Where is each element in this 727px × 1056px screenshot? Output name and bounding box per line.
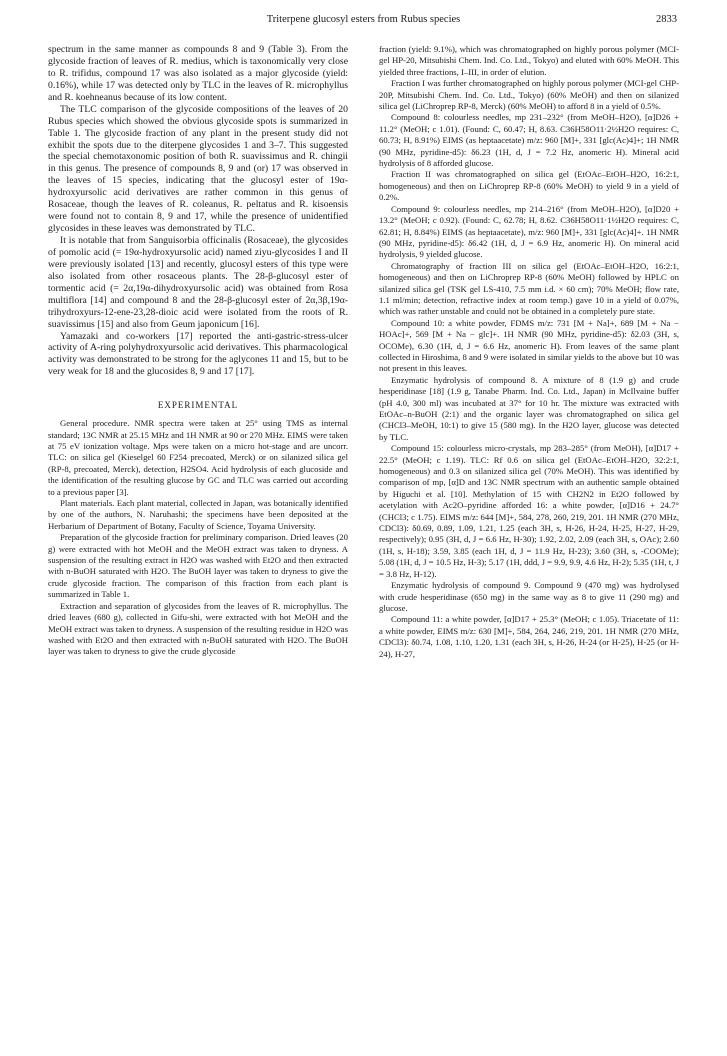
paragraph: Compound 9: colourless needles, mp 214–216° (from MeOH–H2O), [α]D20 + 13.2° (MeOH; c 0.92). (Found: C, 62.78; H, 8.62. C36H58O11·1½H2O requires: C, 62.81; H, 8.84%) EIMS (as heptaacetate), m/z: 960 [M]+, 331 [glc(Ac)4]+. 1H NMR (90 MHz, pyridine-d5): δ6.42 (1H, d, J = 6.9 Hz, anomeric H). On mineral acid hydrolysis, 9 yielded glucose. bbox=[379, 203, 679, 260]
paragraph: spectrum in the same manner as compounds 8 and 9 (Table 3). From the glycoside fraction of leaves of R. medius, which is taxonomically very close to R. trifidus, compound 17 was also isolated as a major glycoside (yield: 0.16%), while 17 was detected only by TLC in the leaves of R. microphyllus and R. koehneanus because of its low content. bbox=[48, 44, 348, 103]
paragraph: Compound 11: a white powder, [α]D17 + 25.3° (MeOH; c 1.05). Triacetate of 11: a white powder, EIMS m/z: 630 [M]+, 584, 264, 246, 219, 201. 1H NMR (270 MHz, CDCl3): δ0.74, 1.08, 1.10, 1.20, 1.31 (each 3H, s, H-26, H-24 (or H-25), H-25 (or H-24), H-27, bbox=[379, 614, 679, 659]
paragraph: Fraction II was chromatographed on silica gel (EtOAc–EtOH–H2O, 16:2:1, homogeneous) and then on LiChroprep RP-8 (60% MeOH) to yield 9 in a yield of 0.2%. bbox=[379, 169, 679, 203]
paragraph: Enzymatic hydrolysis of compound 8. A mixture of 8 (1.9 g) and crude hesperidinase [18] (1.9 g, Tanabe Pharm. Ind. Co. Ltd., Japan) in McIlvaine buffer (pH 4.0, 300 ml) was incubated at 37° for 10 hr. The mixture was extracted with EtOAc–n-BuOH (2:1) and the organic layer was chromatographed on silica gel (CHCl3–MeOH, 10:1) to give 15 (580 mg). In the H2O layer, glucose was detected by TLC. bbox=[379, 374, 679, 442]
right-column bbox=[379, 44, 679, 660]
paragraph: Plant materials. Each plant material, collected in Japan, was botanically identified by one of the authors, N. Naruhashi; the specimens have been deposited at the Herbarium of Department of Botany, Faculty of Science, Toyama University. bbox=[48, 498, 348, 531]
left-column bbox=[48, 44, 348, 658]
page-header bbox=[50, 14, 677, 34]
paragraph: Enzymatic hydrolysis of compound 9. Compound 9 (470 mg) was hydrolysed with crude hesperidinase (650 mg) in the same way as 8 to give 11 (290 mg) and glucose. bbox=[379, 580, 679, 613]
paragraph: General procedure. NMR spectra were taken at 25° using TMS as internal standard; 13C NMR at 25.15 MHz and 1H NMR at 90 or 270 MHz. EIMS were taken at 75 eV ionization voltage. Mps were taken on a micro hot-stage and are uncorr. TLC: on silica gel (Kieselgel 60 F254 precoated, Merck) or on silanized silica gel (RP-8, precoated, Merck), detection, H2SO4. Acid hydrolysis of each glucoside and the identification of the resulting glucose by GC and TLC was carried out according to a previous paper [3]. bbox=[48, 418, 348, 497]
paragraph: Compound 15: colourless micro-crystals, mp 283–285° (from MeOH), [α]D17 + 22.5° (MeOH; c 1.19). TLC: Rf 0.6 on silica gel (EtOAc–EtOH–H2O, 32:2:1, homogeneous) and 0.3 on silanized silica gel (70% MeOH). This was identified by comparison of mp, [α]D and 13C NMR spectrum with an authentic sample obtained by Higuchi et al. [10]. Methylation of 15 with CH2N2 in Et2O followed by acetylation with Ac2O–pyridine afforded 16: a white powder, [α]D16 + 24.7° (CHCl3; c 1.75). EIMS m/z: 644 [M]+, 584, 278, 260, 219, 201. 1H NMR (270 MHz, CDCl3): δ0.69, 0.89, 1.09, 1.21, 1.25 (each 3H, s, H-26, H-24, H-25, H-27, H-29, respectively); 0.95 (3H, d, J = 6.6 Hz, H-30); 1.92, 2.02, 2.09 (each 3H, s, OAc); 2.60 (1H, s, H-18); 3.59, 3.85 (each 1H, d, J = 11.9 Hz, H-23); 3.60 (3H, s, -COOMe); 5.08 (1H, d, J = 10.5 Hz, H-3); 5.17 (1H, ddd, J = 9.9, 9.9, 4.6 Hz, H-2); 5.35 (1H, t, J = 3.8 Hz, H-12). bbox=[379, 443, 679, 579]
running-title: Triterpene glucosyl esters from Rubus species bbox=[266, 14, 461, 25]
paragraph: Compound 8: colourless needles, mp 231–232° (from MeOH–H2O), [α]D26 + 11.2° (MeOH; c 1.01). (Found: C, 60.47; H, 8.63. C36H58O11·2½H2O requires: C, 60.73; H, 8.91%) EIMS (as heptaacetate) m/z: 960 [M]+, 331 [glc(Ac)4]+; 1H NMR (90 MHz, pyridine-d5): δ6.23 (1H, d, J = 7.2 Hz, anomeric H). Mineral acid hydrolysis of 8 afforded glucose. bbox=[379, 112, 679, 169]
paragraph: Preparation of the glycoside fraction for preliminary comparison. Dried leaves (20 g) were extracted with hot MeOH and the MeOH extract was taken to dryness. A suspension of the resulting extract in H2O was washed with Et2O and then extracted with n-BuOH saturated with H2O. The BuOH layer was taken to dryness to give the crude glycoside fraction. The comparison of this fraction from each plant is summarized in Table 1. bbox=[48, 532, 348, 600]
section-heading-experimental: EXPERIMENTAL bbox=[157, 400, 239, 411]
paragraph: The TLC comparison of the glycoside compositions of the leaves of 20 Rubus species which showed the obvious glycoside spots is summarized in Table 1. The glycoside fraction of any plant in the present study did not exhibit the spots due to the diterpene glycosides 1 and 3–7. This suggested the special chemotaxonomic position of both R. suavissimus and R. chingii in this genus. The presence of compounds 8, 9 and (or) 17 was observed in the leaves of 15 species, indicating that the glucosyl ester of 19α-hydroxyursolic acid derivatives are rather common in this genus of Rosaceae, though the leaves of R. coleanus, R. peltatus and R. kisoensis were found not to contain 8, 9 and 17, while the presence of unidentified glycosides in these leaves was demonstrated by TLC. bbox=[48, 103, 348, 235]
paragraph: It is notable that from Sanguisorbia officinalis (Rosaceae), the glycosides of pomolic acid (= 19α-hydroxyursolic acid) named ziyu-glycosides I and II were previously isolated [13] and recently, glucosyl esters of this type were also isolated from other rosaceous plants. The 28-β-glucosyl ester of tormentic acid (= 2α,19α-dihydroxyursolic acid) was obtained from Rosa multiflora [14] and compound 8 and the 28-β-glucosyl ester of 2α,3β,19α-trihydroxyurs-12-ene-23,28-dioic acid were isolated from the roots of R. suavissimus [15] and also from Geum japonicum [16]. bbox=[48, 235, 348, 330]
paragraph: Fraction I was further chromatographed on highly porous polymer (MCI-gel CHP-20P, Mitsubishi Chem. Ind. Co. Ltd., Tokyo) (60% MeOH) and then on silanized silica gel (LiChroprep RP-8, Merck) (60% MeOH) to afford 8 in a yield of 0.5%. bbox=[379, 78, 679, 112]
paragraph: Compound 10: a white powder, FDMS m/z: 731 [M + Na]+, 689 [M + Na − HOAc]+, 569 [M + Na − glc]+. 1H NMR (90 MHz, pyridine-d5): δ2.03 (3H, s, OCOMe), 6.30 (1H, d, J = 6.6 Hz, anomeric H). From leaves of the same plant collected in Hiroshima, 8 and 9 were isolated in similar yields to the above but 10 was not present in this leaves. bbox=[379, 317, 679, 374]
paragraph: Chromatography of fraction III on silica gel (EtOAc–EtOH–H2O, 16:2:1, homogeneous) and then on LiChroprep RP-8 (60% MeOH) followed by HPLC on silanized silica gel (TSK gel LS-410, 7.5 mm i.d. × 60 cm); 70% MeOH; flow rate, 1.1 ml/min; detection, refractive index at room temp.) gave 10 in a yield of 0.07%, which was rather unstable and could not be obtained in a completely pure state. bbox=[379, 260, 679, 317]
paragraph: Extraction and separation of glycosides from the leaves of R. microphyllus. The dried leaves (680 g), collected in Gifu-shi, were extracted with hot MeOH and the MeOH extract was taken to dryness. A suspension of the resulting residue in H2O was washed with Et2O and then extracted with n-BuOH saturated with H2O. The BuOH layer was taken to dryness to give the crude glycoside bbox=[48, 600, 348, 657]
paragraph: Yamazaki and co-workers [17] reported the anti-gastric-stress-ulcer activity of A-ring polyhydroxyursolic acid derivatives. This pharmacological activity was demonstrated to be strong for the aglycones 11 and 15, but to be very weak for 18 and the glucosides 8, 9 and 17 [17]. bbox=[48, 330, 348, 378]
page-number: 2833 bbox=[656, 14, 677, 25]
paragraph: fraction (yield: 9.1%), which was chromatographed on highly porous polymer (MCI-gel HP-20, Mitsubishi Chem. Ind. Co. Ltd., Tokyo) and eluted with 60% MeOH. This yielded three fractions, I–III, in order of elution. bbox=[379, 44, 679, 77]
